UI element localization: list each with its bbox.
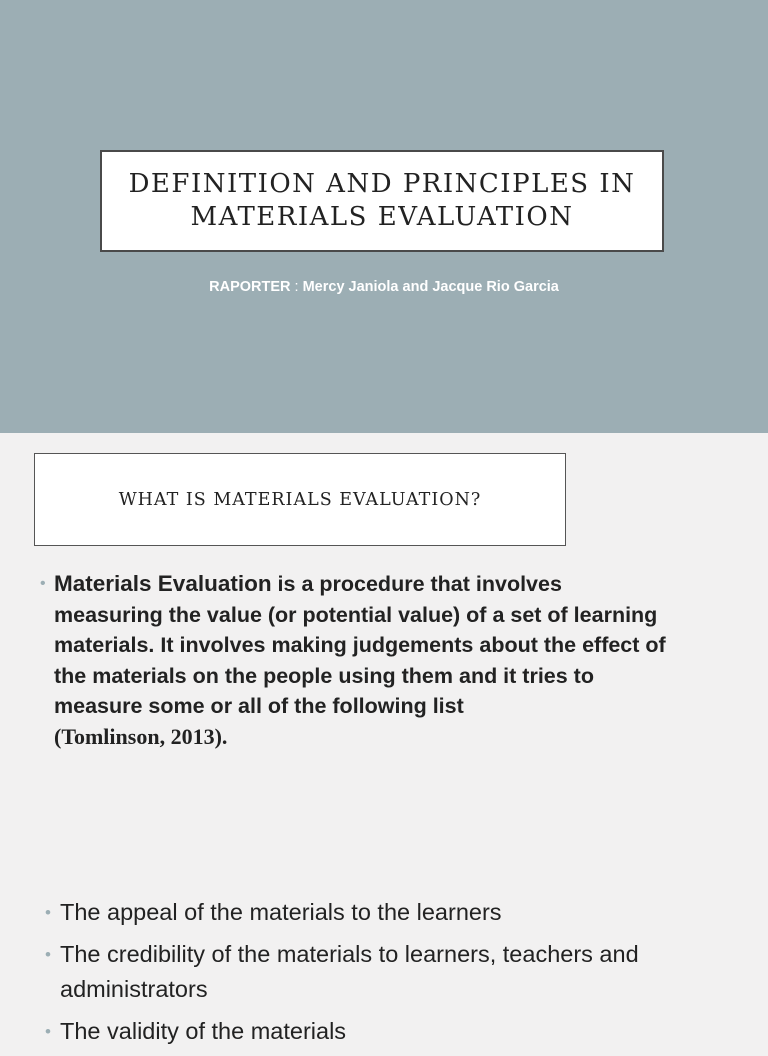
list-item: [45, 895, 740, 930]
reporter-names: Mercy Janiola and Jacque Rio Garcia: [302, 279, 559, 295]
bullet-icon: •: [45, 1022, 51, 1041]
title-slide: [0, 0, 768, 433]
section-heading: WHAT IS MATERIALS EVALUATION?: [118, 489, 482, 510]
content-slide: [0, 433, 768, 1044]
definition-citation: (Tomlinson, 2013).: [54, 723, 228, 749]
definition-paragraph: [40, 569, 674, 753]
bullet-icon: •: [40, 575, 46, 592]
title-box: [100, 150, 664, 252]
list-item-text: The validity of the materials: [60, 1018, 347, 1044]
definition-term: Materials Evaluation: [54, 571, 272, 596]
criteria-list: [45, 895, 740, 1056]
reporter-line: [0, 279, 768, 295]
list-item: [45, 1014, 740, 1049]
definition-body: is a procedure that involves measuring the value (or potential value) of a set of learning materials. It involves making judgements about the effect of the materials on the people using them and it tries to measure some or all of the following list: [54, 572, 666, 719]
bullet-icon: •: [45, 945, 51, 964]
list-item: [45, 937, 740, 1007]
list-item-text: The appeal of the materials to the learners: [60, 899, 502, 925]
slide-title: DEFINITION AND PRINCIPLES IN MATERIALS EVALUATION: [128, 169, 636, 232]
list-item-text: The credibility of the materials to learners, teachers and administrators: [60, 941, 639, 1002]
bullet-icon: •: [45, 903, 51, 922]
reporter-separator: :: [290, 279, 303, 295]
section-heading-box: [34, 453, 566, 546]
reporter-label: RAPORTER: [209, 279, 291, 295]
